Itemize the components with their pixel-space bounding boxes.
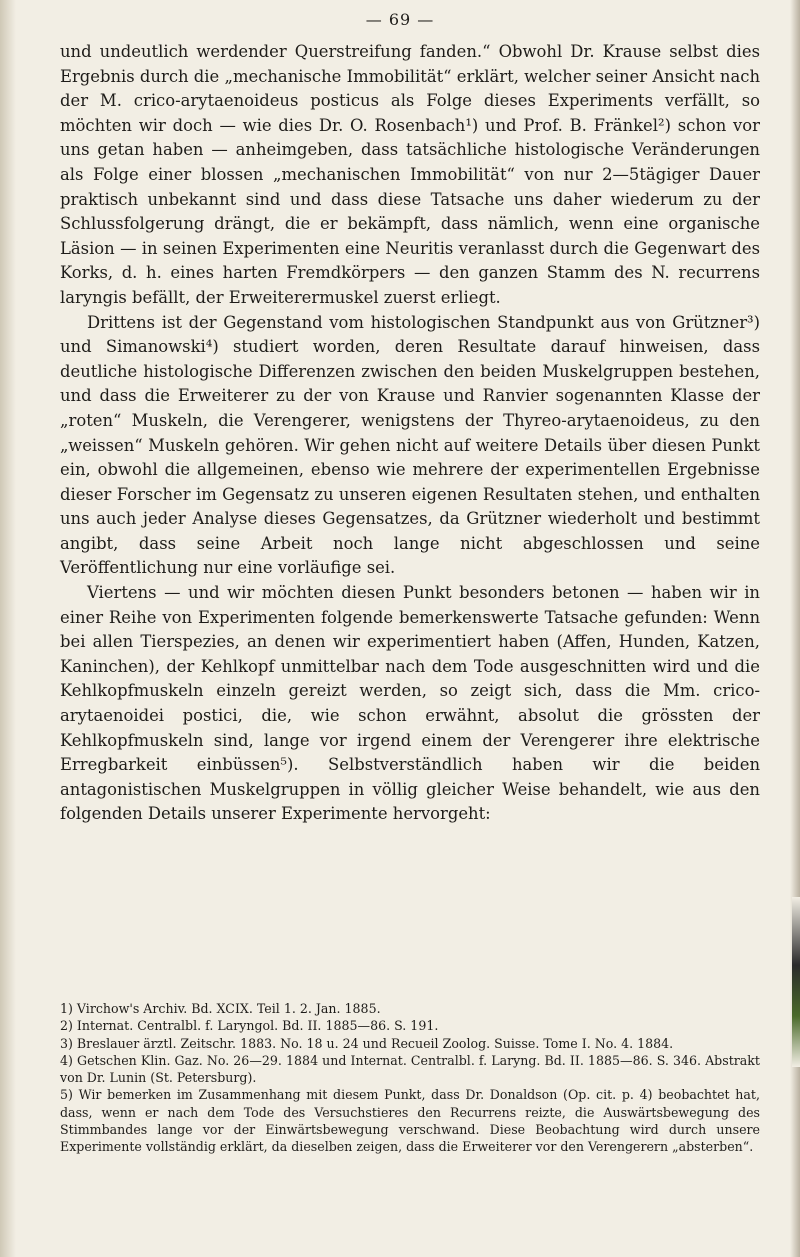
footnotes: [60, 1000, 760, 1156]
paragraph: Drittens ist der Gegenstand vom histologischen Standpunkt aus von Grützner³) und Simanowski⁴) studiert worden, deren Resultate darauf hinweisen, dass deutliche histologische Differenzen zwischen den beiden Muskelgruppen bestehen, und dass die Erweiterer zu der von Krause und Ranvier sogenannten Klasse der „roten“ Muskeln, die Verengerer, wenigstens der Thyreo-arytaenoideus, zu den „weissen“ Muskeln gehören. Wir gehen nicht auf weitere Details über diesen Punkt ein, obwohl die allgemeinen, ebenso wie mehrere der experimentellen Ergebnisse dieser Forscher im Gegensatz zu unseren eigenen Resultaten stehen, und enthalten uns auch jeder Analyse dieses Gegensatzes, da Grützner wiederholt und bestimmt angibt, dass seine Arbeit noch lange nicht abgeschlossen und seine Veröffentlichung nur eine vorläufige sei.: [60, 312, 760, 578]
footnote: 2) Internat. Centralbl. f. Laryngol. Bd. II. 1885—86. S. 191.: [60, 1018, 439, 1034]
footnote: 3) Breslauer ärztl. Zeitschr. 1883. No. 18 u. 24 und Recueil Zoolog. Suisse. Tome I. No. 4. 1884.: [60, 1035, 674, 1051]
binding-edge-mark: [792, 897, 800, 1067]
footnote: 1) Virchow's Archiv. Bd. XCIX. Teil 1. 2. Jan. 1885.: [60, 1001, 381, 1016]
page-edge-left: [0, 0, 16, 1257]
main-text: [60, 40, 760, 827]
page-edge-right: [790, 0, 800, 1257]
footnote: 4) Getschen Klin. Gaz. No. 26—29. 1884 und Internat. Centralbl. f. Laryng. Bd. II. 1885—86. S. 346. Abstrakt von Dr. Lunin (St. Petersburg).: [60, 1052, 760, 1086]
page-number: — 69 —: [365, 10, 435, 29]
paragraph: und undeutlich werdender Querstreifung fanden.“ Obwohl Dr. Krause selbst dies Ergebnis durch die „mechanische Immobilität“ erklärt, welcher seiner Ansicht nach der M. crico-arytaenoideus posticus als Folge dieses Experiments verfällt, so möchten wir doch — wie dies Dr. O. Rosenbach¹) und Prof. B. Fränkel²) schon vor uns getan haben — anheimgeben, dass tatsächliche histologische Veränderungen als Folge einer blossen „mechanischen Immobilität“ von nur 2—5tägiger Dauer praktisch unbekannt sind und dass diese Tatsache uns daher wiederum zu der Schlussfolgerung drängt, die er bekämpft, dass nämlich, wenn eine organische Läsion — in seinen Experimenten eine Neuritis veranlasst durch die Gegenwart des Korks, d. h. eines harten Fremdkörpers — den ganzen Stamm des N. recurrens laryngis befällt, der Erweiterermuskel zuerst erliegt.: [60, 42, 760, 307]
paragraph: Viertens — und wir möchten diesen Punkt besonders betonen — haben wir in einer Reihe von Experimenten folgende bemerkenswerte Tatsache gefunden: Wenn bei allen Tierspezies, an denen wir experimentiert haben (Affen, Hunden, Katzen, Kaninchen), der Kehlkopf unmittelbar nach dem Tode ausgeschnitten wird und die Kehlkopfmuskeln einzeln gereizt werden, so zeigt sich, dass die Mm. crico-arytaenoidei postici, die, wie schon erwähnt, absolut die grössten der Kehlkopfmuskeln sind, lange vor irgend einem der Verengerer ihre elektrische Erregbarkeit einbüssen⁵). Selbstverständlich haben wir die beiden antagonistischen Muskelgruppen in völlig gleicher Weise behandelt, wie aus den folgenden Details unserer Experimente hervorgeht:: [60, 583, 760, 824]
footnote: 5) Wir bemerken im Zusammenhang mit diesem Punkt, dass Dr. Donaldson (Op. cit. p. 4) beobachtet hat, dass, wenn er nach dem Tode des Versuchstieres den Recurrens reizte, die Auswärtsbewegung des Stimmbandes lange vor der Einwärtsbewegung verschwand. Diese Beobachtung wird durch unsere Experimente vollständig erklärt, da dieselben zeigen, dass die Erweiterer vor den Verengerern „absterben“.: [60, 1087, 760, 1155]
